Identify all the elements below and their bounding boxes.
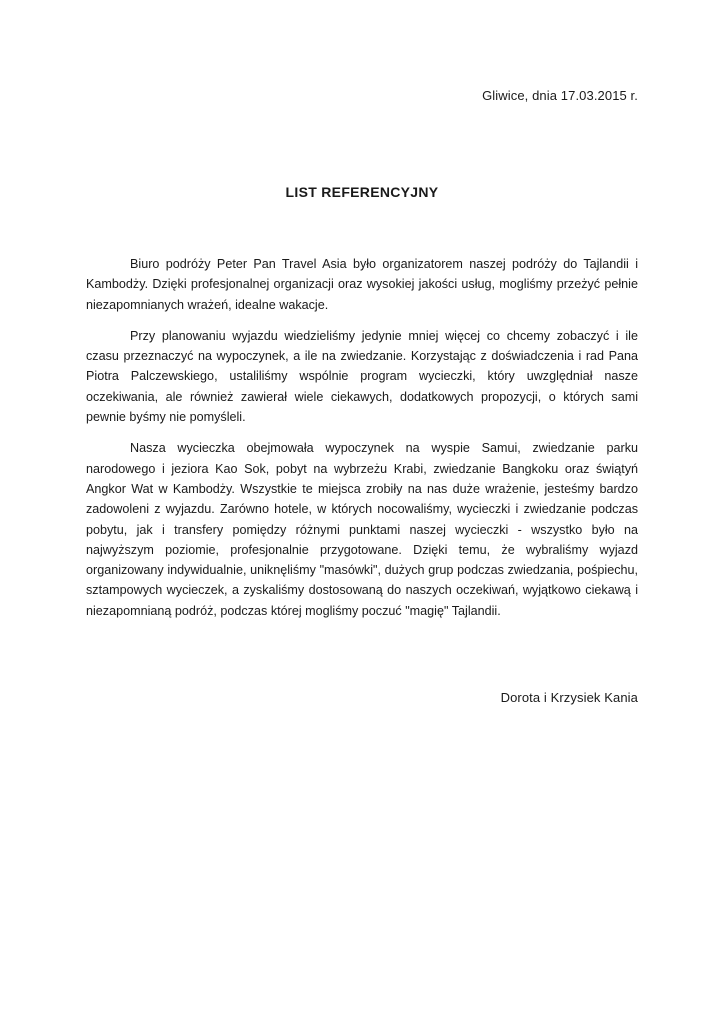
- paragraph-2: Przy planowaniu wyjazdu wiedzieliśmy jedynie mniej więcej co chcemy zobaczyć i ile czasu przeznaczyć na wypoczynek, a ile na zwiedzanie. Korzystając z doświadczenia i rad Pana Piotra Palczewskiego, ustaliliśmy wspólnie program wycieczki, który uwzględniał nasze oczekiwania, ale również zawierał wiele ciekawych, dodatkowych propozycji, o których sami pewnie byśmy nie pomyśleli.: [86, 328, 638, 425]
- paragraph-1: Biuro podróży Peter Pan Travel Asia było organizatorem naszej podróży do Tajlandii i Kambodży. Dzięki profesjonalnej organizacji oraz wysokiej jakości usług, mogliśmy przeżyć pełnie niezapomnianych wrażeń, idealne wakacje.: [86, 257, 638, 312]
- signature: Dorota i Krzysiek Kania: [500, 690, 638, 705]
- place-date: Gliwice, dnia 17.03.2015 r.: [482, 88, 638, 103]
- document-title: LIST REFERENCYJNY: [285, 184, 439, 200]
- letter-body: [86, 254, 638, 632]
- paragraph-3: Nasza wycieczka obejmowała wypoczynek na wyspie Samui, zwiedzanie parku narodowego i jeziora Kao Sok, pobyt na wybrzeżu Krabi, zwiedzanie Bangkoku oraz świątyń Angkor Wat w Kambodży. Wszystkie te miejsca zrobiły na nas duże wrażenie, jesteśmy bardzo zadowoleni z wyjazdu. Zarówno hotele, w których nocowaliśmy, wycieczki i zwiedzanie podczas pobytu, jak i transfery pomiędzy różnymi punktami naszej wycieczki - wszystko było na najwyższym poziomie, profesjonalnie przygotowane. Dzięki temu, że wybraliśmy wyjazd organizowany indywidualnie, uniknęliśmy "masówki", dużych grup podczas zwiedzania, pośpiechu, sztampowych wycieczek, a zyskaliśmy dostosowaną do naszych oczekiwań, wyjątkowo ciekawą i niezapomnianą podróż, podczas której mogliśmy poczuć "magię" Tajlandii.: [86, 441, 638, 618]
